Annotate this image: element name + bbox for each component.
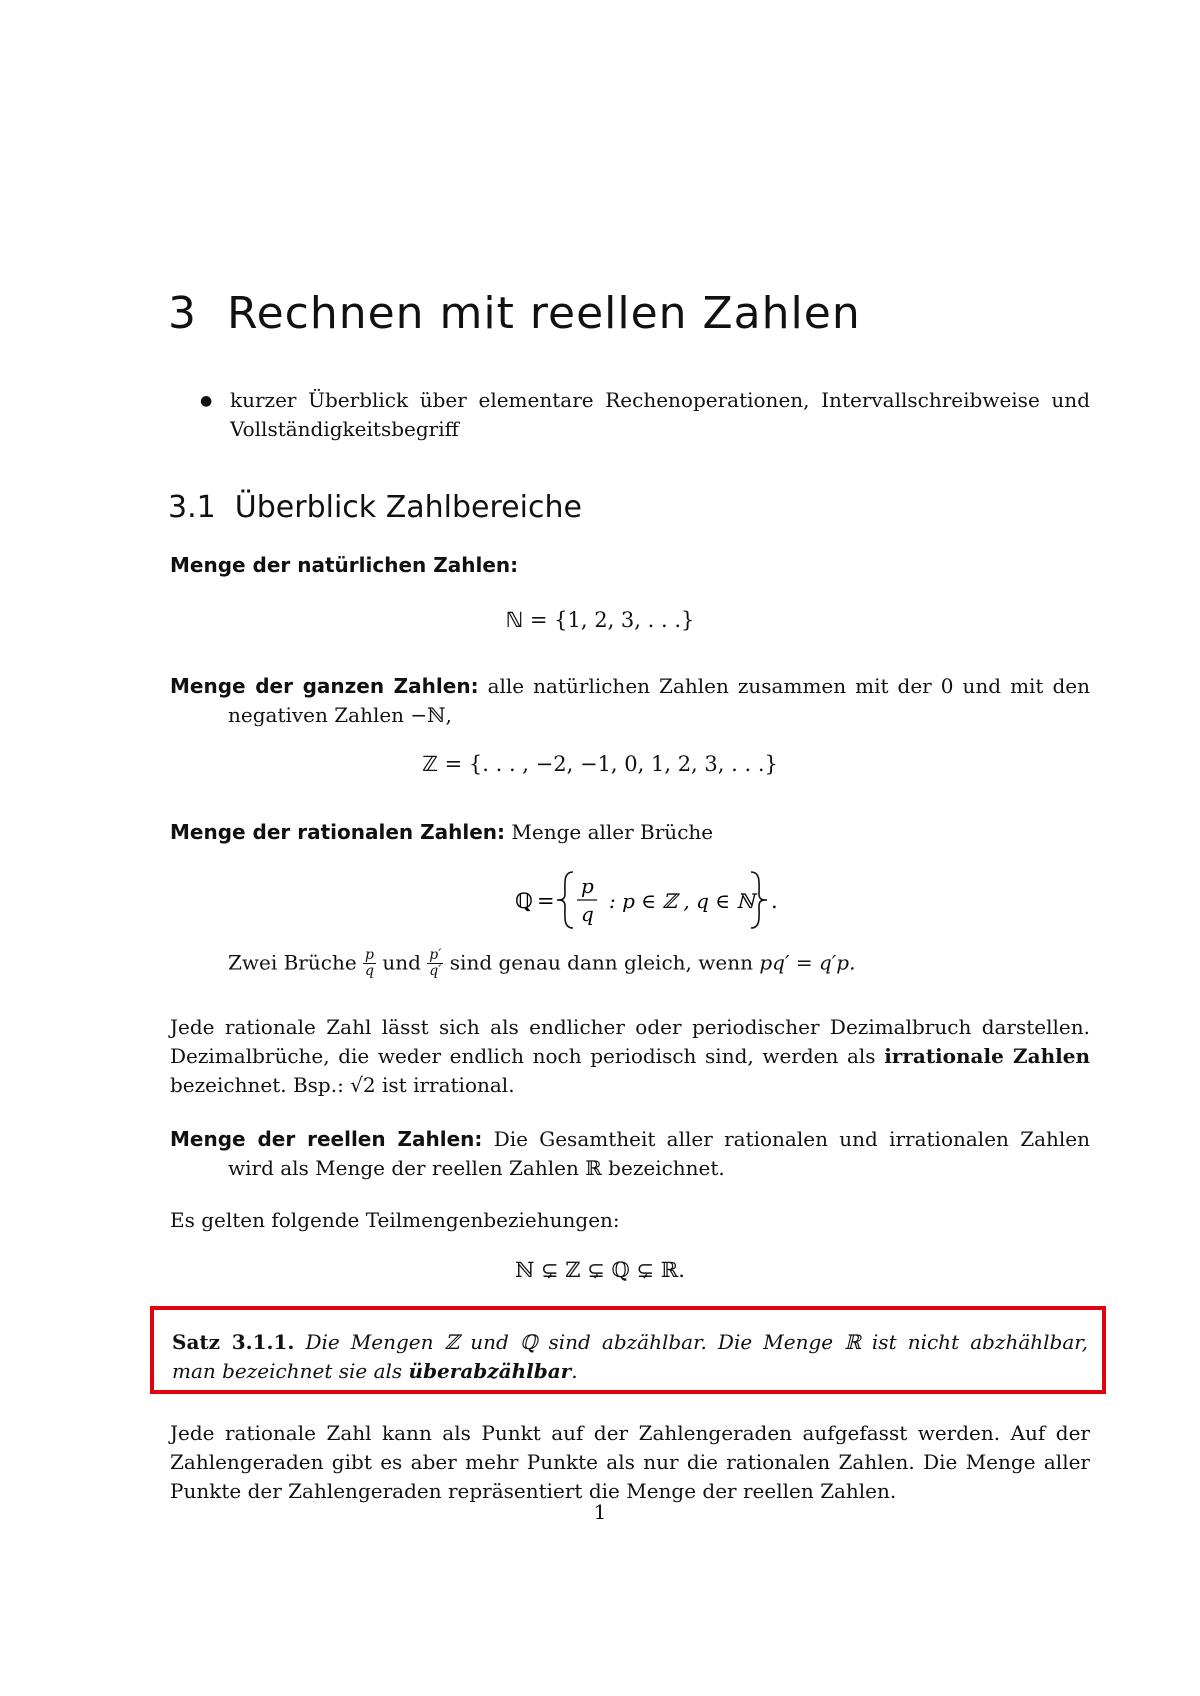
irrational-line-2-text: Dezimalbrüche, die weder endlich noch periodisch sind, werden als [170,1044,876,1068]
equality-text-1: Zwei Brüche [228,950,357,975]
fraction-p-prime-denominator: q′ [429,963,442,980]
chapter-number: 3 [168,288,197,339]
irrational-line-3 [170,1071,515,1100]
integers-set-rest: = {. . . , −2, −1, 0, 1, 2, 3, . . .} [437,752,778,776]
rationals-definition [170,818,713,847]
integers-definition-line-2: negativen Zahlen −ℕ, [228,703,452,727]
fraction-p-denominator: q [365,963,374,980]
theorem-period: . [571,1359,578,1383]
closing-line-1: Jede rationale Zahl kann als Punkt auf der Zahlengeraden aufgefasst werden. Auf der [170,1421,1090,1445]
naturals-set-rest: = {1, 2, 3, . . .} [523,608,695,632]
rationals-label: Menge der rationalen Zahlen: [170,820,506,844]
equality-text-3: sind genau dann gleich, wenn [449,950,753,975]
theorem-line-2 [172,1357,578,1386]
intro-bullet-text: kurzer Überblick über elementare Rechenoperationen, Intervallschreibweise und Vollständigkeitsbegriff [230,388,1090,441]
bullet-icon: ● [200,393,213,409]
fraction-p-q [363,948,376,980]
closing-line-2: Zahlengeraden gibt es aber mehr Punkte als nur die rationalen Zahlen. Die Menge aller [170,1450,1090,1474]
natural-numbers-label: Menge der natürlichen Zahlen: [170,553,519,577]
irrational-line-1: Jede rationale Zahl lässt sich als endlicher oder periodischer Dezimalbruch darstellen. [170,1015,1090,1039]
theorem-label: Satz 3.1.1. [172,1330,295,1354]
integers-text-1: alle natürlichen Zahlen zusammen mit der 0 und mit den [478,674,1091,698]
naturals-symbol: ℕ [505,608,524,632]
irrational-term: irrationale Zahlen [884,1044,1090,1068]
section-title: Überblick Zahlbereiche [234,490,582,525]
theorem-term: überabzählbar [408,1359,572,1383]
frac-numerator: p [581,874,594,898]
subset-intro: Es gelten folgende Teilmengenbeziehungen: [170,1208,620,1232]
rationals-period: . [771,889,778,913]
page-number: 1 [593,1500,607,1524]
equality-formula: pq′ = q′p. [759,950,856,975]
sqrt-two: √2 [350,1073,376,1097]
rationals-condition: : p ∈ ℤ , q ∈ ℕ [609,889,755,913]
fraction-p-prime-numerator: p′ [429,947,442,963]
irrational-example-text: ist irrational. [382,1073,515,1097]
rationals-equals: = [537,889,555,913]
theorem-line-1 [172,1328,1088,1357]
integers-symbol: ℤ [422,752,438,776]
rationals-set-svg [515,866,815,934]
theorem-text-1: Die Mengen ℤ und ℚ sind abzählbar. Die Menge ℝ ist nicht abzhählbar, [305,1330,1088,1354]
fraction-p-numerator: p [365,947,374,963]
irrational-example-label: bezeichnet. Bsp.: [170,1073,344,1097]
theorem-text-2: man bezeichnet sie als [172,1359,403,1383]
reals-definition-line-1 [170,1125,1090,1154]
rationals-symbol: ℚ [515,889,533,913]
fraction-p-prime-q-prime [427,948,443,980]
rationals-text: Menge aller Brüche [505,820,714,844]
left-brace [557,872,573,928]
natural-numbers-set [0,608,1200,632]
irrational-line-2 [170,1042,1090,1071]
equality-text-2: und [382,950,421,975]
fraction-equality-line [228,948,855,980]
frac-denominator: q [581,902,594,926]
closing-line-3: Punkte der Zahlengeraden repräsentiert die Menge der reellen Zahlen. [170,1479,897,1503]
reals-definition-line-2: wird als Menge der reellen Zahlen ℝ bezeichnet. [228,1156,725,1180]
subset-formula: ℕ ⊊ ℤ ⊊ ℚ ⊊ ℝ. [515,1258,685,1282]
rationals-set-formula [515,866,815,934]
chapter-heading [168,288,861,339]
reals-text-1: Die Gesamtheit aller rationalen und irrationalen Zahlen [482,1127,1091,1151]
reals-label: Menge der reellen Zahlen: [170,1127,483,1151]
section-number: 3.1 [168,490,216,525]
integers-definition-line-1 [170,672,1090,701]
integers-label: Menge der ganzen Zahlen: [170,674,479,698]
integers-set [0,752,1200,776]
section-heading [168,490,582,525]
chapter-title: Rechnen mit reellen Zahlen [226,288,861,339]
